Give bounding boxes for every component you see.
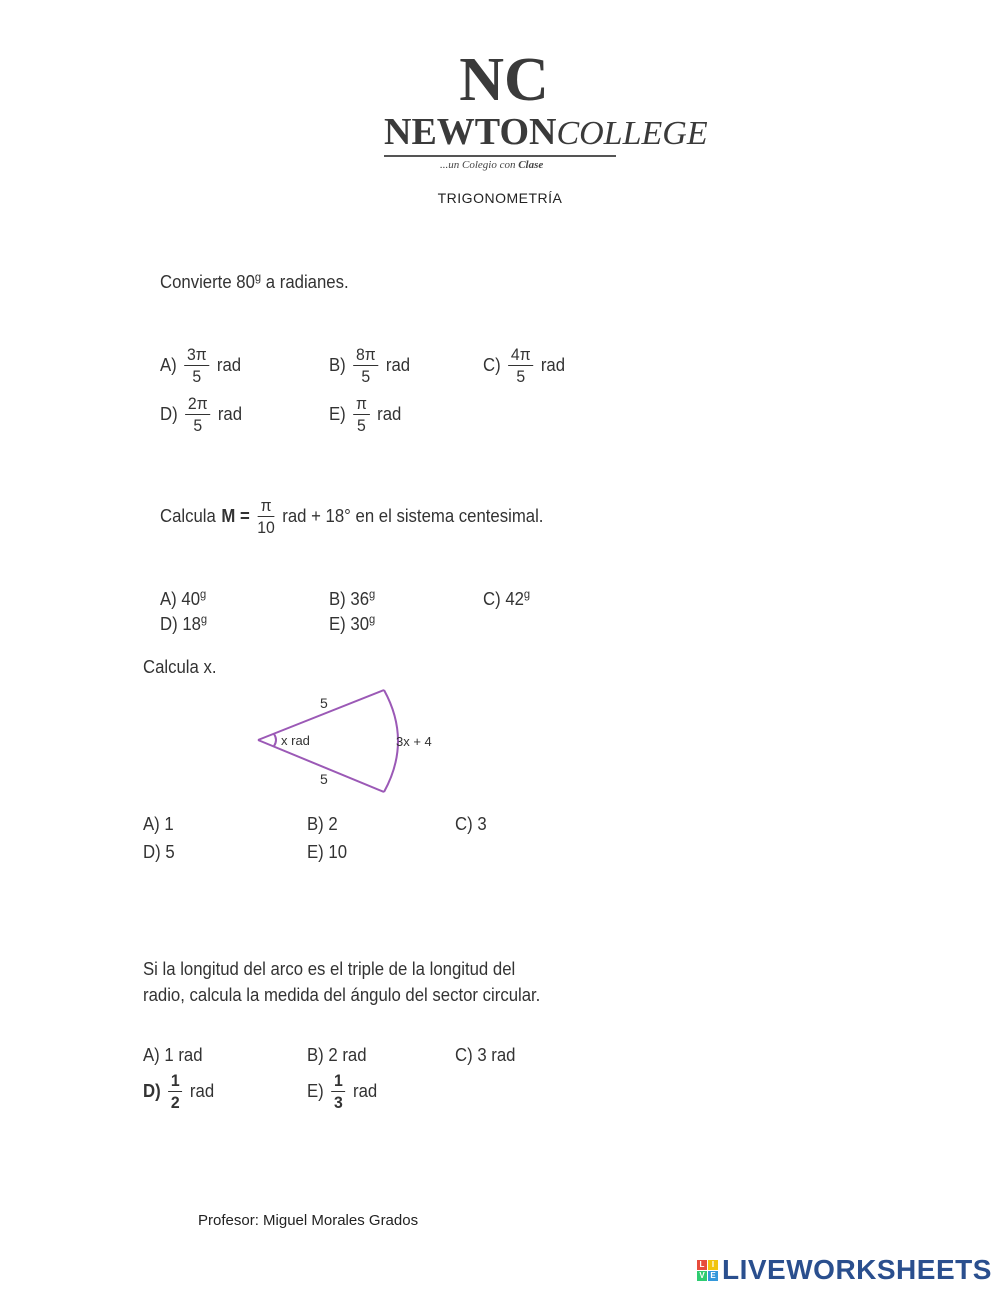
logo-tagline-bold: Clase (518, 159, 544, 171)
q4-option-d[interactable]: D) $\frac{1}{2}$ rad (143, 1071, 215, 1112)
logo-tagline (440, 159, 543, 171)
q4-option-c[interactable]: C) 3 rad (455, 1045, 516, 1065)
q4-option-e[interactable]: E) $\frac{1}{3}$ rad (307, 1071, 378, 1112)
question-3-prompt: Calcula x. (143, 657, 217, 677)
q2-option-b[interactable]: B) 36$^g$ (329, 587, 376, 609)
newton-college-logo-mark (456, 48, 552, 108)
label-angle: x rad (281, 733, 310, 748)
logo-divider (384, 155, 616, 157)
logo-name-college: COLLEGE (556, 115, 708, 152)
liveworksheets-brand: LIVEWORKSHEETS (722, 1254, 992, 1285)
subject-title: TRIGONOMETRÍA (437, 190, 563, 206)
q3-option-e[interactable]: E) 10 (307, 842, 348, 862)
q1-option-b[interactable]: B) $\frac{8\pi}{5}$ rad (329, 345, 411, 386)
q3-option-a[interactable]: A) 1 (143, 814, 174, 834)
label-arc: 3x + 4 (396, 734, 432, 749)
badge-letter-l: L (697, 1260, 707, 1270)
badge-letter-v: V (697, 1271, 707, 1281)
q2-option-e[interactable]: E) 30$^g$ (329, 612, 376, 634)
logo-monogram: NC (459, 48, 549, 108)
q2-option-a[interactable]: A) 40$^g$ (160, 587, 207, 609)
badge-letter-e: E (708, 1271, 718, 1281)
liveworksheets-logo (697, 1254, 992, 1286)
q3-option-d[interactable]: D) 5 (143, 842, 175, 862)
logo-tagline-text: ...un Colegio con (440, 159, 516, 171)
q4-option-b[interactable]: B) 2 rad (307, 1045, 367, 1065)
q3-option-c[interactable]: C) 3 (455, 814, 487, 834)
q4-option-a[interactable]: A) 1 rad (143, 1045, 203, 1065)
badge-letter-i: I (708, 1260, 718, 1270)
teacher-name: Profesor: Miguel Morales Grados (198, 1212, 419, 1229)
q1-option-e[interactable]: E) $\frac{\pi}{5}$ rad (329, 394, 402, 435)
logo-wordmark (384, 110, 708, 154)
question-4-prompt-line-2: radio, calcula la medida del ángulo del sector circular. (143, 985, 541, 1005)
sector-angle-mark (274, 734, 276, 746)
q3-option-b[interactable]: B) 2 (307, 814, 338, 834)
label-side-bottom: 5 (320, 771, 328, 787)
logo-name-newton: NEWTON (384, 111, 557, 153)
liveworksheets-badge-icon (697, 1260, 718, 1281)
question-4-prompt-line-1: Si la longitud del arco es el triple de la longitud del (143, 959, 516, 979)
circular-sector-figure (250, 688, 460, 800)
question-2-prompt: Calcula M = $\frac{\pi}{10}$ rad + 18° en el sistema centesimal. (160, 496, 544, 537)
q2-option-d[interactable]: D) 18$^g$ (160, 612, 208, 634)
q2-option-c[interactable]: C) 42$^g$ (483, 587, 531, 609)
question-1-prompt: Convierte 80$^g$ a radianes. (160, 270, 349, 292)
q1-option-c[interactable]: C) $\frac{4\pi}{5}$ rad (483, 345, 566, 386)
q1-option-a[interactable]: A) $\frac{3\pi}{5}$ rad (160, 345, 242, 386)
label-side-top: 5 (320, 695, 328, 711)
q1-option-d[interactable]: D) $\frac{2\pi}{5}$ rad (160, 394, 243, 435)
